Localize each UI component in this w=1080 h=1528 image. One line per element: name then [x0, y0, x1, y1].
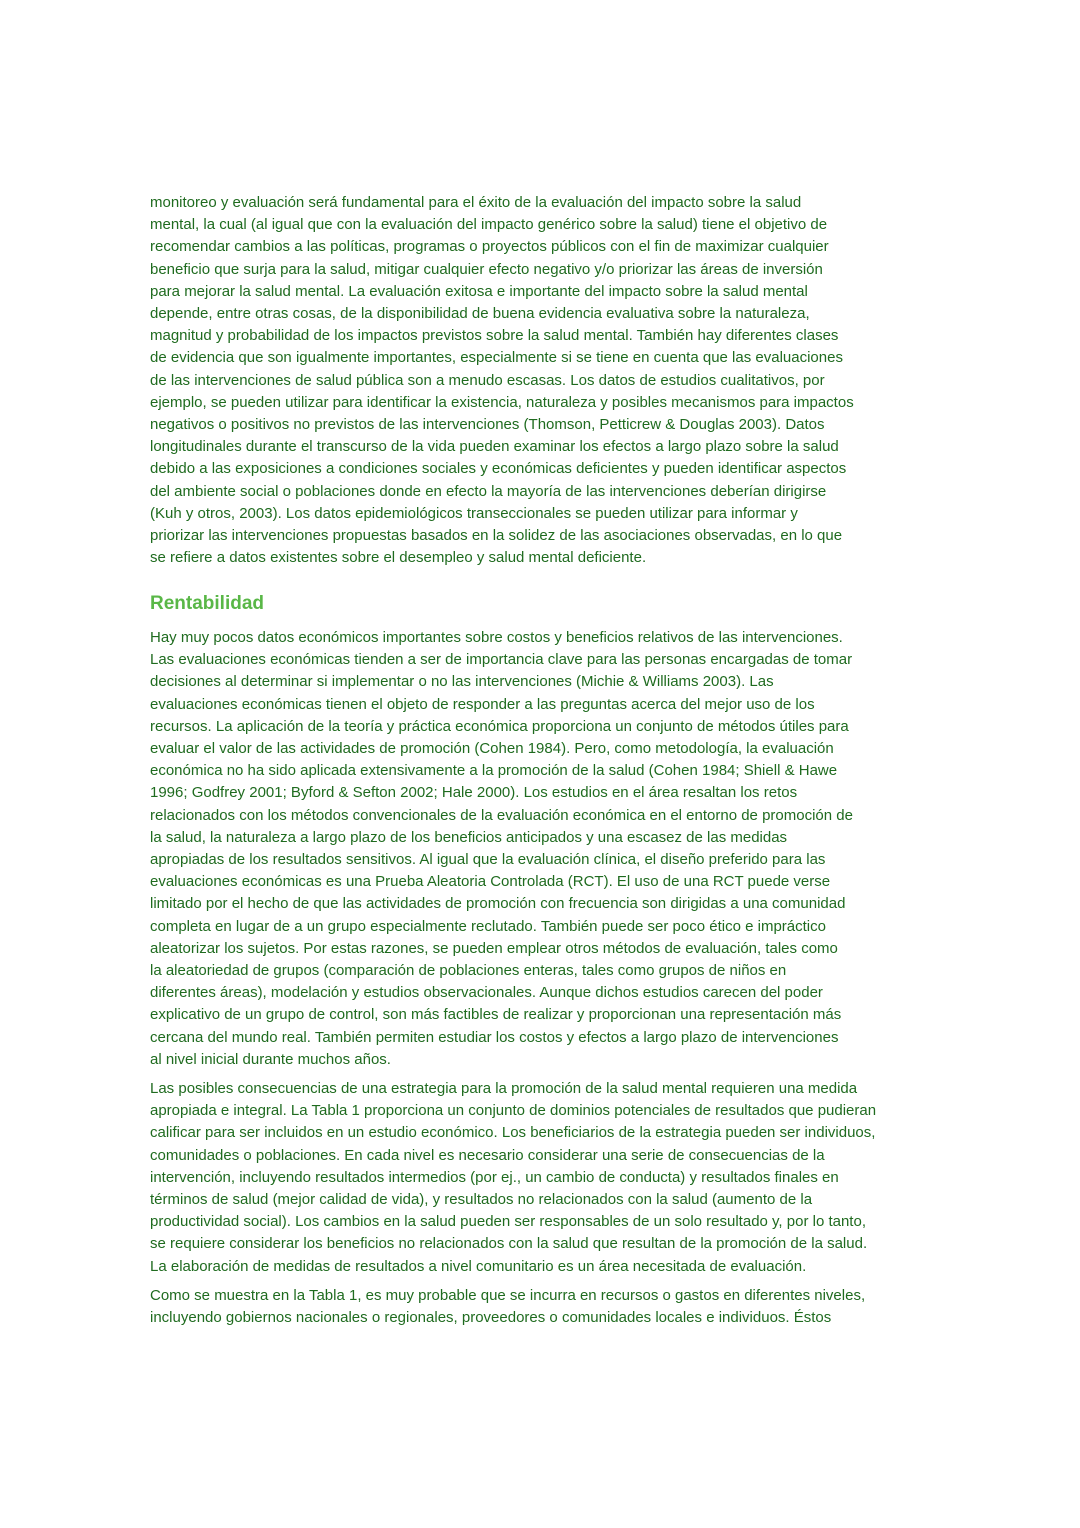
- text-line: limitado por el hecho de que las actividades de promoción con frecuencia son dirigidas a una comunidad: [150, 895, 846, 913]
- text-line: la aleatoriedad de grupos (comparación de poblaciones enteras, tales como grupos de niños en: [150, 962, 787, 980]
- text-line: intervención, incluyendo resultados intermedios (por ej., un cambio de conducta) y resultados finales en: [150, 1168, 839, 1186]
- text-line: comunidades o poblaciones. En cada nivel es necesario considerar una serie de consecuencias de la: [150, 1146, 825, 1164]
- text-line: se refiere a datos existentes sobre el desempleo y salud mental deficiente.: [150, 549, 647, 567]
- text-line: de evidencia que son igualmente importantes, especialmente si se tiene en cuenta que las evaluaciones: [150, 349, 843, 367]
- text-line: Las evaluaciones económicas tienden a ser de importancia clave para las personas encargadas de tomar: [150, 651, 853, 669]
- text-line: productividad social). Los cambios en la salud pueden ser responsables de un solo resultado y, por lo tanto,: [150, 1213, 866, 1231]
- text-line: La elaboración de medidas de resultados a nivel comunitario es un área necesitada de evaluación.: [150, 1257, 807, 1275]
- text-line: incluyendo gobiernos nacionales o regionales, proveedores o comunidades locales e individuos. Éstos: [150, 1309, 832, 1327]
- text-line: recomendar cambios a las políticas, programas o proyectos públicos con el fin de maximizar cualquier: [150, 238, 829, 256]
- text-line: evaluaciones económicas es una Prueba Aleatoria Controlada (RCT). El uso de una RCT puede verse: [150, 873, 831, 891]
- text-line: cercana del mundo real. También permiten estudiar los costos y efectos a largo plazo de intervenciones: [150, 1028, 839, 1046]
- text-line: para mejorar la salud mental. La evaluación exitosa e importante del impacto sobre la salud mental: [150, 282, 808, 300]
- text-line: (Kuh y otros, 2003). Los datos epidemiológicos transeccionales se pueden utilizar para informar y: [150, 504, 798, 522]
- text-line: ejemplo, se pueden utilizar para identificar la existencia, naturaleza y posibles mecanismos para impactos: [150, 393, 854, 411]
- text-line: longitudinales durante el transcurso de la vida pueden examinar los efectos a largo plazo sobre la salud: [150, 438, 839, 456]
- text-line: de las intervenciones de salud pública son a menudo escasas. Los datos de estudios cualitativos, por: [150, 371, 825, 389]
- paragraph-impact-evaluation: [150, 192, 940, 569]
- text-line: calificar para ser incluidos en un estudio económico. Los beneficiarios de la estrategia pueden ser individuos,: [150, 1124, 876, 1142]
- text-line: se requiere considerar los beneficios no relacionados con la salud que resultan de la promoción de la salud.: [150, 1235, 868, 1253]
- text-line: completa en lugar de a un grupo especialmente reclutado. También puede ser poco ético e impráctico: [150, 917, 826, 935]
- text-line: negativos o positivos no previstos de las intervenciones (Thomson, Petticrew & Douglas 2003). Datos: [150, 416, 825, 434]
- text-line: al nivel inicial durante muchos años.: [150, 1050, 391, 1068]
- text-line: Hay muy pocos datos económicos importantes sobre costos y beneficios relativos de las intervenciones.: [150, 629, 843, 646]
- text-line: depende, entre otras cosas, de la disponibilidad de buena evidencia evaluativa sobre la naturaleza,: [150, 305, 810, 323]
- text-line: explicativo de un grupo de control, son más factibles de realizar y proporcionan una representación más: [150, 1006, 842, 1024]
- text-line: relacionados con los métodos convencionales de la evaluación económica en el entorno de promoción de: [150, 806, 853, 824]
- text-line: evaluaciones económicas tienen el objeto de responder a las preguntas acerca del mejor uso de los: [150, 695, 815, 713]
- text-line: debido a las exposiciones a condiciones sociales y económicas deficientes y pueden identificar aspectos: [150, 460, 847, 478]
- text-line: recursos. La aplicación de la teoría y práctica económica proporciona un conjunto de métodos útiles para: [150, 717, 849, 735]
- text-line: Como se muestra en la Tabla 1, es muy probable que se incurra en recursos o gastos en diferentes niveles,: [150, 1287, 866, 1304]
- text-line: diferentes áreas), modelación y estudios observacionales. Aunque dichos estudios carecen del poder: [150, 984, 823, 1002]
- paragraph-resources: [150, 1285, 940, 1329]
- paragraph-consequences: [150, 1078, 940, 1278]
- text-line: beneficio que surja para la salud, mitigar cualquier efecto negativo y/o priorizar las áreas de inversión: [150, 260, 823, 278]
- text-line: mental, la cual (al igual que con la evaluación del impacto genérico sobre la salud) tiene el objetivo de: [150, 216, 828, 234]
- text-line: decisiones al determinar si implementar o no las intervenciones (Michie & Williams 2003). Las: [150, 673, 774, 691]
- text-line: apropiadas de los resultados sensitivos. Al igual que la evaluación clínica, el diseño preferido para las: [150, 851, 826, 869]
- text-line: evaluar el valor de las actividades de promoción (Cohen 1984). Pero, como metodología, la evaluación: [150, 740, 834, 758]
- section-heading-rentabilidad: Rentabilidad: [150, 593, 265, 614]
- text-line: 1996; Godfrey 2001; Byford & Sefton 2002; Hale 2000). Los estudios en el área resaltan los retos: [150, 784, 798, 802]
- text-line: aleatorizar los sujetos. Por estas razones, se pueden emplear otros métodos de evaluación, tales como: [150, 939, 838, 957]
- paragraph-economic-evaluation: [150, 627, 940, 1071]
- text-line: magnitud y probabilidad de los impactos previstos sobre la salud mental. También hay diferentes clases: [150, 327, 839, 345]
- text-line: apropiada e integral. La Tabla 1 proporciona un conjunto de dominios potenciales de resultados que pudieran: [150, 1102, 877, 1120]
- text-line: priorizar las intervenciones propuestas basados en la solidez de las asociaciones observadas, en lo que: [150, 527, 843, 545]
- text-line: términos de salud (mejor calidad de vida), y resultados no relacionados con la salud (aumento de la: [150, 1191, 813, 1209]
- text-line: económica no ha sido aplicada extensivamente a la promoción de la salud (Cohen 1984; Shiell & Hawe: [150, 762, 838, 780]
- text-line: la salud, la naturaleza a largo plazo de los beneficios anticipados y una escasez de las medidas: [150, 828, 788, 846]
- text-line: del ambiente social o poblaciones donde en efecto la mayoría de las intervenciones deberían dirigirse: [150, 482, 827, 500]
- text-line: monitoreo y evaluación será fundamental para el éxito de la evaluación del impacto sobre la salud: [150, 194, 802, 211]
- text-line: Las posibles consecuencias de una estrategia para la promoción de la salud mental requieren una medida: [150, 1080, 858, 1097]
